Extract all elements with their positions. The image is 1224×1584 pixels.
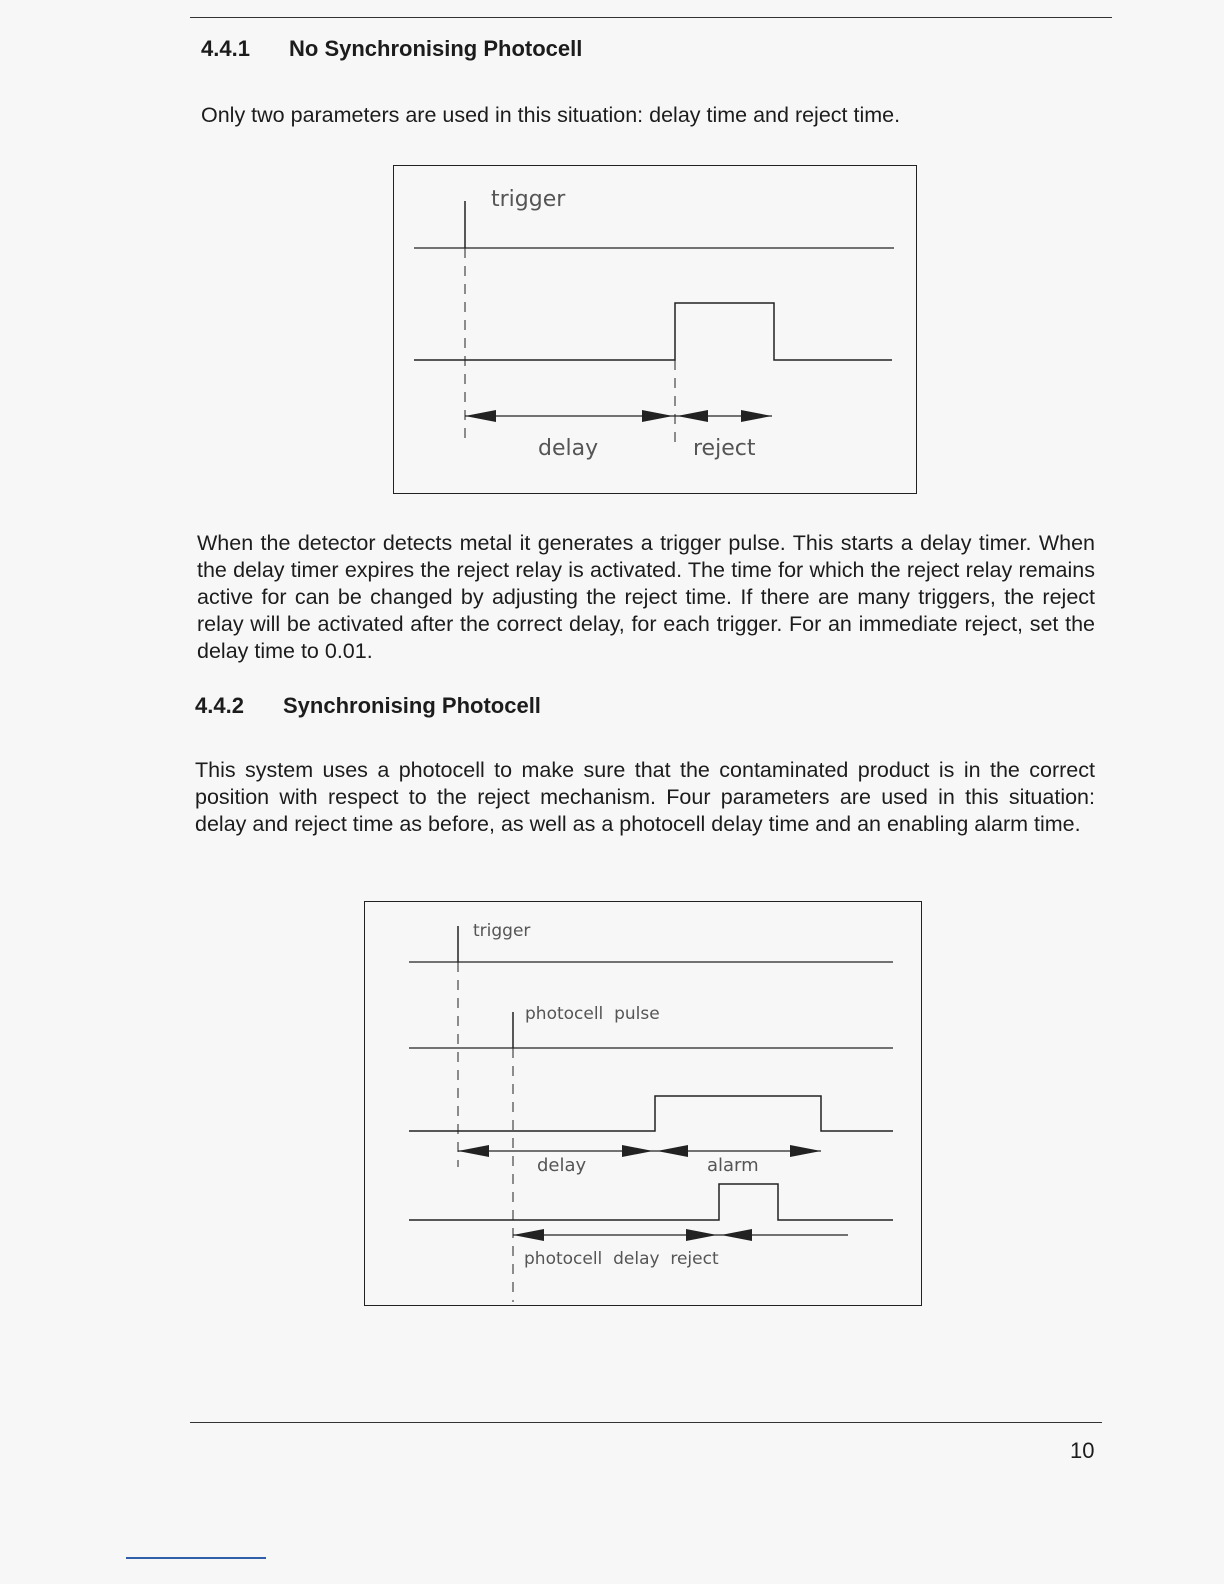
timing-diagram-svg xyxy=(394,166,916,493)
section-body-4-4-2: This system uses a photocell to make sure that the contaminated product is in the correct position with respect to the reject mechanism. Four parameters are used in this situation: delay and reject time as before, as well as a photocell delay time and an enabling alarm time. xyxy=(195,758,1095,836)
alarm-end-arrowhead xyxy=(790,1145,821,1157)
trigger-label: trigger xyxy=(491,187,566,212)
photocell-delay-reject-label: photocell delay reject xyxy=(524,1249,719,1269)
delay-label: delay xyxy=(537,1155,587,1176)
photocell-pulse-label: photocell pulse xyxy=(525,1004,660,1024)
page-number: 10 xyxy=(1070,1438,1095,1463)
trigger-label: trigger xyxy=(473,921,531,941)
delay-end-arrowhead xyxy=(622,1145,653,1157)
reject-start-arrowhead xyxy=(721,1229,752,1241)
bottom-rule xyxy=(190,1422,1102,1423)
reject-relay-waveform xyxy=(414,303,892,360)
reject-end-arrowhead xyxy=(741,410,772,422)
photocell-delay-start-arrowhead xyxy=(513,1229,544,1241)
section-title: No Synchronising Photocell xyxy=(289,36,583,61)
delay-start-arrowhead xyxy=(458,1145,489,1157)
top-rule xyxy=(190,17,1112,18)
timing-diagram-svg xyxy=(365,902,921,1305)
alarm-waveform xyxy=(409,1096,893,1131)
delay-label: delay xyxy=(538,436,599,461)
page-edge-mark xyxy=(126,1557,266,1559)
photocell-delay-end-arrowhead xyxy=(686,1229,717,1241)
section-number: 4.4.2 xyxy=(195,693,244,718)
section-title: Synchronising Photocell xyxy=(283,693,541,718)
reject-label: reject xyxy=(693,436,756,461)
section-body-4-4-1: When the detector detects metal it generates a trigger pulse. This starts a delay timer. When the delay timer expires the reject relay is activated. The time for which the reject relay remains active for can be changed by adjusting the reject time. If there are many triggers, the reject relay will be activated after the correct delay, for each trigger. For an immediate reject, set the delay time to 0.01. xyxy=(197,531,1095,663)
section-intro: Only two parameters are used in this situation: delay time and reject time. xyxy=(201,103,901,127)
timing-diagram-no-photocell xyxy=(393,165,917,494)
reject-waveform xyxy=(409,1184,893,1220)
alarm-start-arrowhead xyxy=(657,1145,688,1157)
section-heading-4-4-2 xyxy=(195,693,541,719)
section-number: 4.4.1 xyxy=(201,36,250,61)
section-heading-4-4-1 xyxy=(201,36,582,62)
delay-start-arrowhead xyxy=(465,410,496,422)
timing-diagram-photocell xyxy=(364,901,922,1306)
delay-end-arrowhead xyxy=(642,410,673,422)
reject-start-arrowhead xyxy=(677,410,708,422)
alarm-label: alarm xyxy=(707,1155,759,1176)
